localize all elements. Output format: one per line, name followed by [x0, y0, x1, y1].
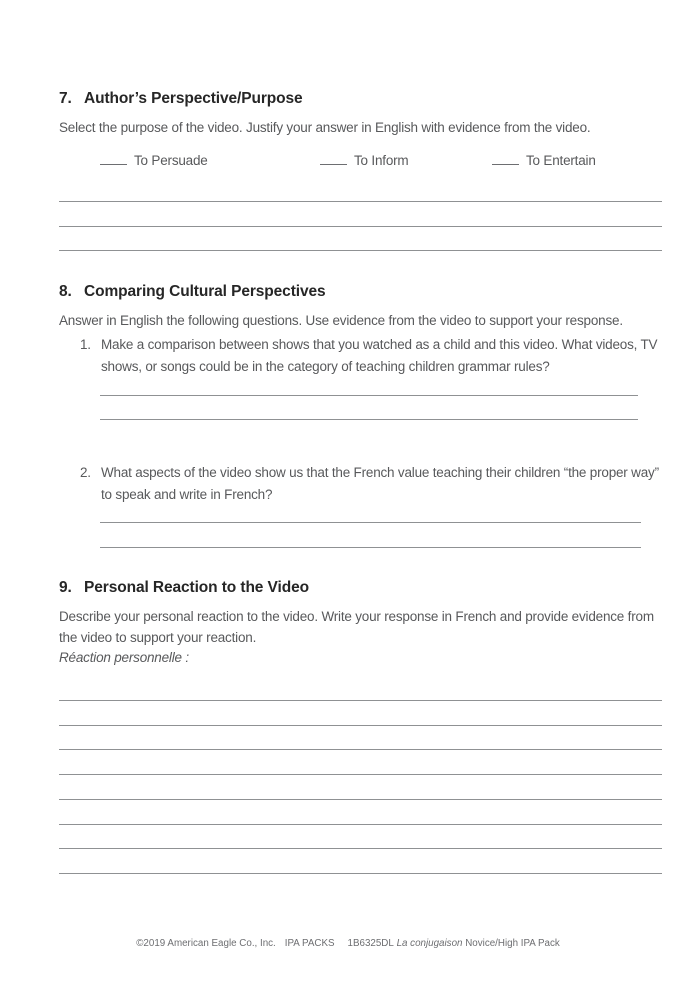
answer-line — [100, 395, 638, 396]
option-to-persuade — [100, 151, 208, 168]
option-label: To Inform — [354, 153, 409, 168]
option-blank — [320, 151, 347, 165]
answer-line — [59, 799, 662, 800]
footer-product-code: 1B6325DL — [347, 938, 394, 949]
question-2-text: What aspects of the video show us that the French value teaching their children “the proper way” to speak and write in French? — [101, 465, 659, 502]
answer-line — [59, 700, 662, 701]
section-7-instructions: Select the purpose of the video. Justify your answer in English with evidence from the video. — [59, 120, 591, 135]
section-8-title: Comparing Cultural Perspectives — [84, 283, 326, 300]
reaction-prompt-label: Réaction personnelle : — [59, 650, 189, 665]
answer-line — [59, 250, 662, 251]
option-label: To Persuade — [134, 153, 208, 168]
answer-line — [100, 522, 641, 523]
option-to-entertain — [492, 151, 596, 168]
answer-line — [59, 824, 662, 825]
footer-copyright: ©2019 American Eagle Co., Inc. — [136, 938, 276, 949]
answer-line — [59, 725, 662, 726]
question-1-text: Make a comparison between shows that you watched as a child and this video. What videos, TV shows, or songs could be in the category of teaching children grammar rules? — [101, 337, 658, 374]
purpose-options-row — [59, 151, 663, 171]
question-2 — [80, 462, 665, 505]
section-8-instructions: Answer in English the following questions. Use evidence from the video to support your response. — [59, 313, 623, 328]
question-1 — [80, 334, 665, 377]
answer-line — [59, 774, 662, 775]
section-9-heading — [59, 579, 663, 597]
answer-line — [59, 749, 662, 750]
option-blank — [100, 151, 127, 165]
footer-series: IPA PACKS — [284, 938, 335, 949]
section-9-title: Personal Reaction to the Video — [84, 579, 309, 596]
section-8-number: 8. — [59, 283, 72, 300]
answer-line — [59, 873, 662, 874]
option-label: To Entertain — [526, 153, 596, 168]
question-2-number: 2. — [80, 465, 91, 480]
footer-product-level: Novice/High IPA Pack — [465, 938, 560, 949]
option-blank — [492, 151, 519, 165]
answer-line — [59, 226, 662, 227]
section-7-number: 7. — [59, 90, 72, 107]
answer-line — [100, 547, 641, 548]
section-8-heading — [59, 283, 663, 301]
question-1-number: 1. — [80, 337, 91, 352]
answer-line — [100, 419, 638, 420]
section-9-number: 9. — [59, 579, 72, 596]
answer-line — [59, 201, 662, 202]
option-to-inform — [320, 151, 408, 168]
section-7-heading — [59, 90, 663, 108]
page-footer — [0, 938, 696, 949]
answer-line — [59, 848, 662, 849]
section-7-title: Author’s Perspective/Purpose — [84, 90, 303, 107]
section-9-instructions: Describe your personal reaction to the video. Write your response in French and provide evidence from the video to support your reaction. — [59, 609, 654, 645]
footer-product-title: La conjugaison — [396, 938, 463, 949]
